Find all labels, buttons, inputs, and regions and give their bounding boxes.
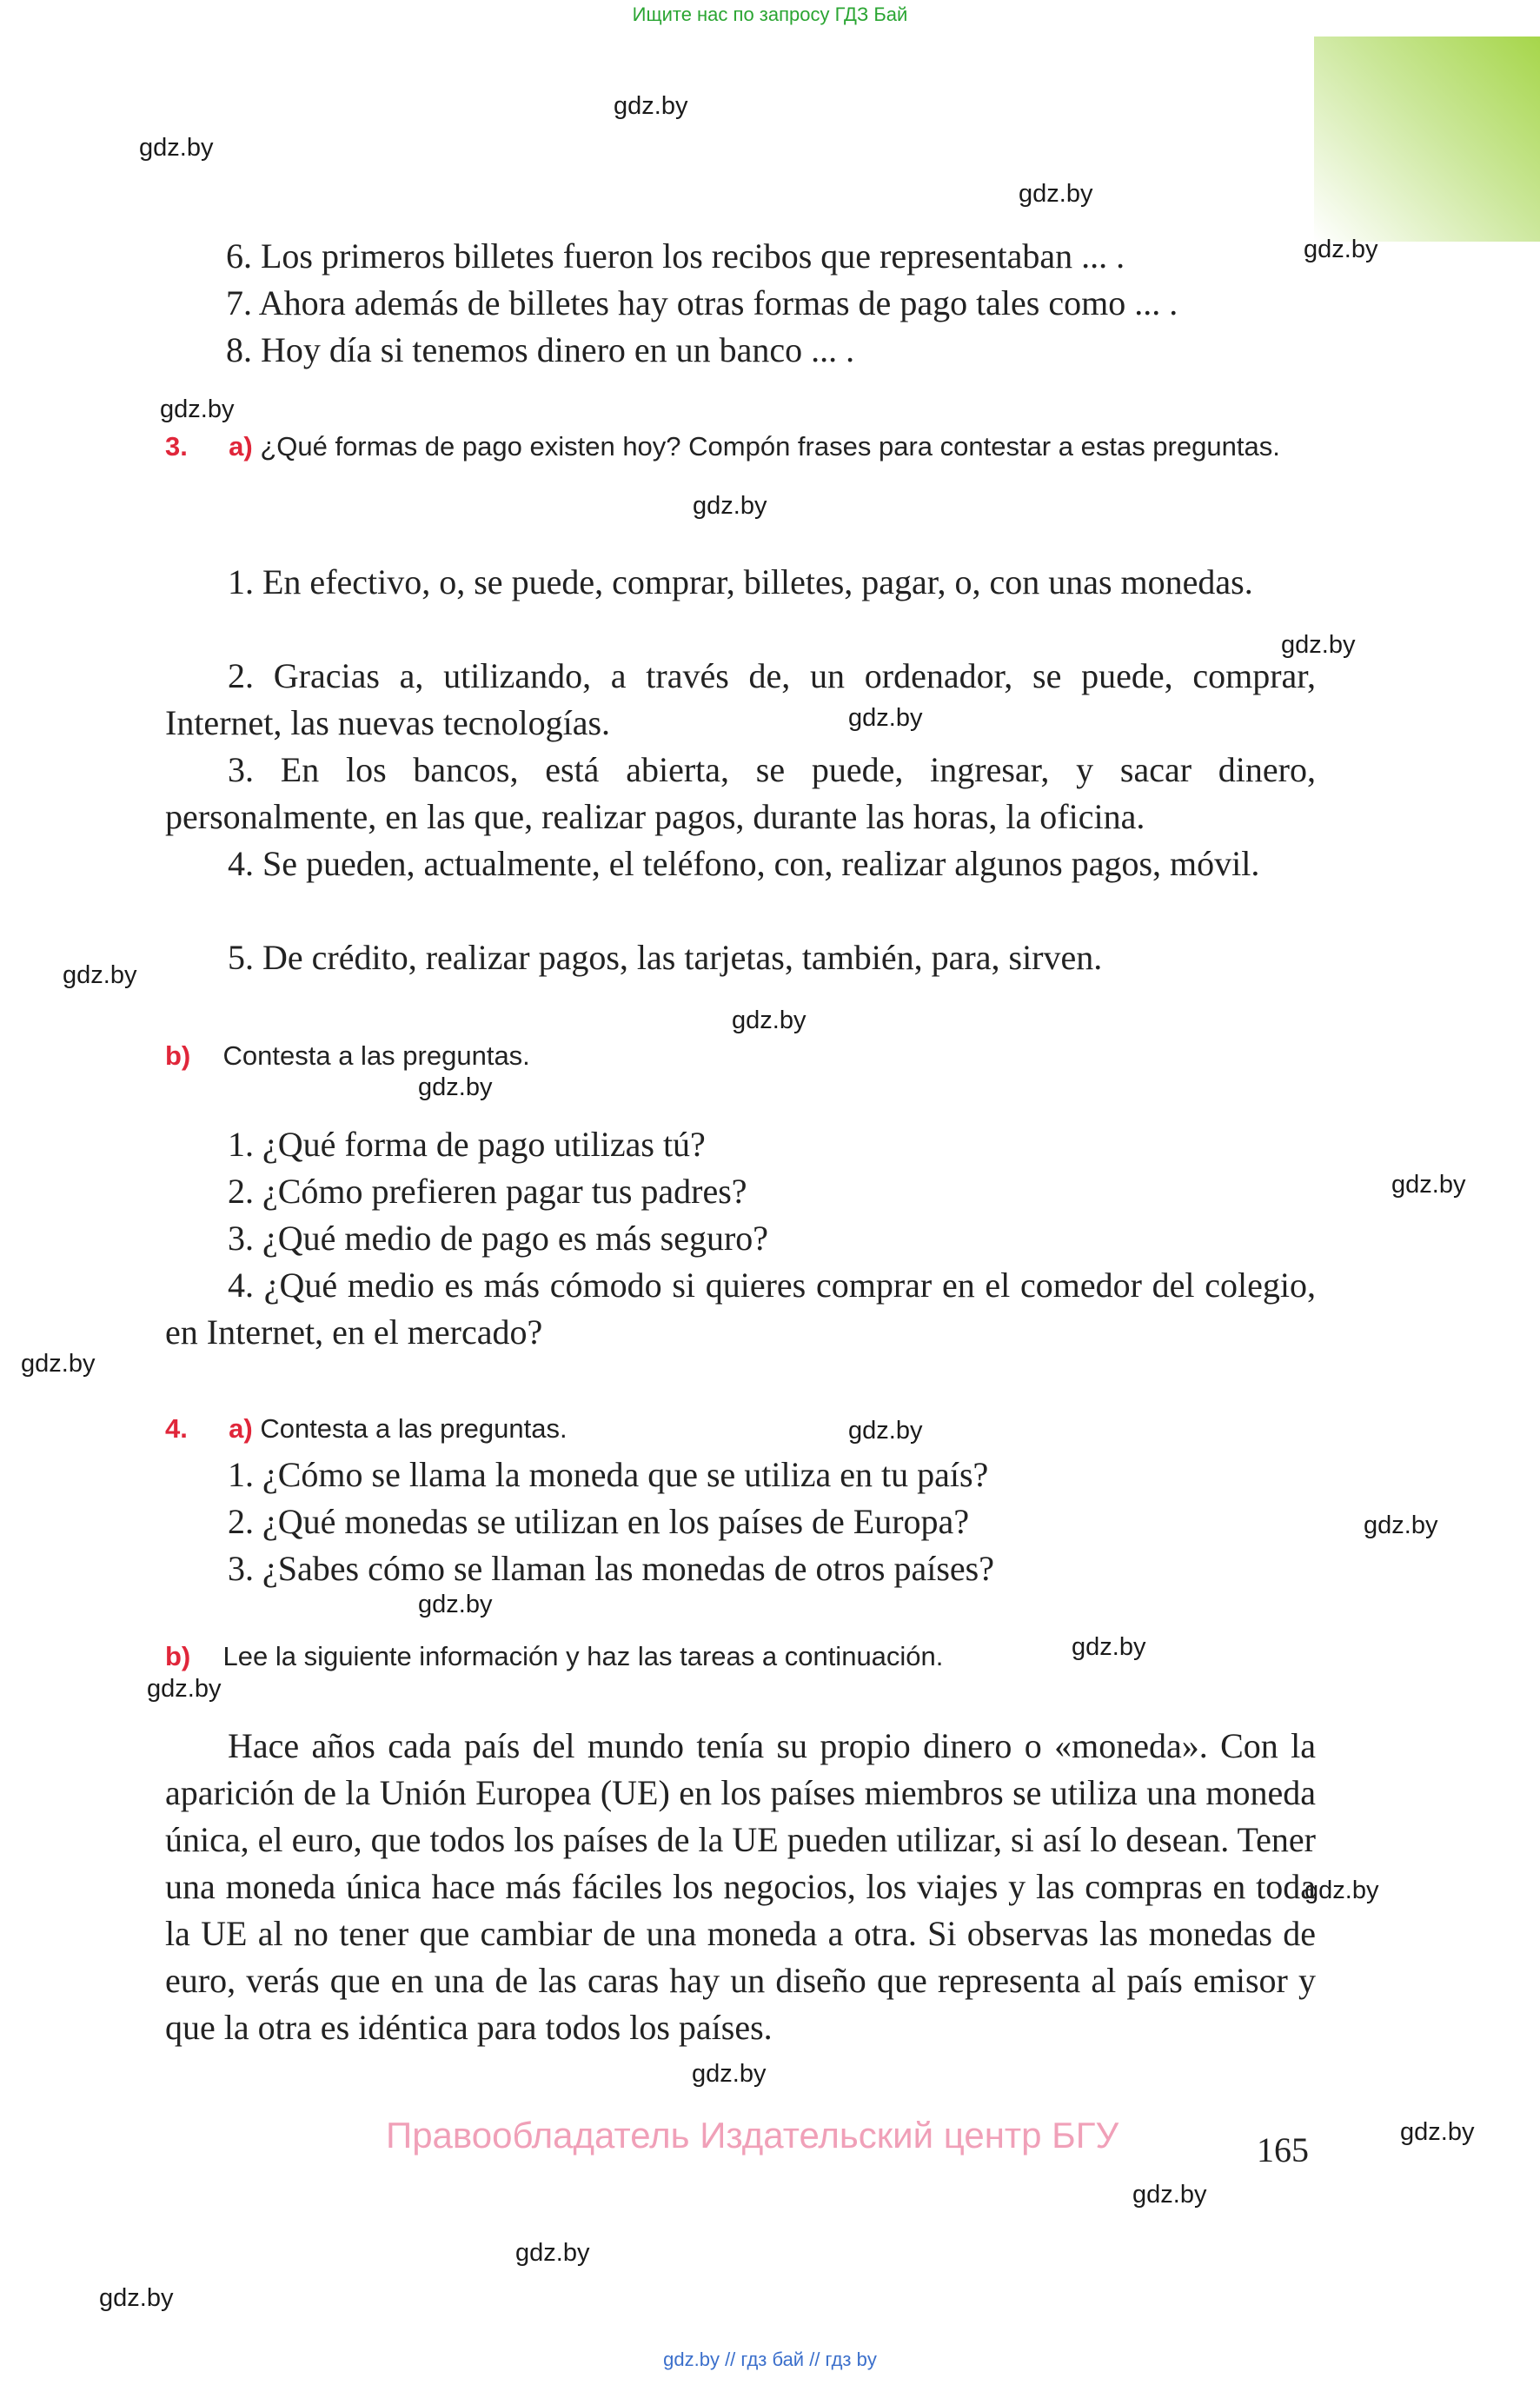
task-3a-instruction (165, 428, 1316, 465)
subtask-label: b) (165, 1040, 191, 1071)
list-item: 6. Los primeros billetes fueron los recibos que representaban ... . (226, 236, 1125, 276)
watermark: gdz.by (848, 1417, 923, 1445)
top-banner[interactable]: Ищите нас по запросу ГДЗ Бай (632, 3, 908, 25)
bottom-links[interactable]: gdz.by // гдз бай // гдз by (663, 2348, 877, 2370)
question-item: 4. ¿Qué medio es más cómodo si quieres comprar en el comedor del colegio, en Internet, en el mercado? (165, 1266, 1316, 1352)
list-item: 7. Ahora además de billetes hay otras formas de pago tales como ... . (226, 283, 1178, 322)
task-text: Contesta a las preguntas. (260, 1413, 568, 1444)
task-4a-instruction (165, 1410, 568, 1447)
watermark: gdz.by (614, 92, 688, 120)
watermark: gdz.by (139, 134, 214, 162)
question-item: 3. ¿Sabes cómo se llaman las monedas de otros países? (228, 1549, 994, 1588)
task-3a-item: 4. Se pueden, actualmente, el teléfono, con, realizar algunos pagos, móvil. (228, 844, 1260, 883)
subtask-label: a) (229, 1413, 253, 1444)
reading-text: Hace años cada país del mundo tenía su propio dinero o «moneda». Con la aparición de la Unión Europea (UE) en los países miembros se utiliza una moneda única, el euro, que todos los países de la UE pueden utilizar, si así lo desean. Tener una moneda única hace más fáciles los negocios, los viajes y las compras en toda la UE al no tener que cambiar de una moneda a otra. Si observas las monedas de euro, verás que en una de las caras hay un diseño que representa al país emisor y que la otra es idéntica para todos los países. (165, 1726, 1316, 2047)
watermark: gdz.by (160, 395, 235, 423)
question-item: 1. ¿Cómo se llama la moneda que se utiliza en tu país? (228, 1455, 989, 1494)
watermark: gdz.by (1400, 2118, 1475, 2146)
watermark: gdz.by (1364, 1511, 1438, 1539)
task-3a-item: 3. En los bancos, está abierta, se puede, ingresar, y sacar dinero, personalmente, en las que, realizar pagos, durante las horas, la oficina. (165, 750, 1316, 836)
watermark: gdz.by (99, 2284, 174, 2312)
watermark: gdz.by (1132, 2181, 1207, 2209)
task-text: ¿Qué formas de pago existen hoy? Compón frases para contestar a estas preguntas. (260, 431, 1280, 462)
watermark: gdz.by (515, 2239, 590, 2267)
task-3a-item: 1. En efectivo, o, se puede, comprar, billetes, pagar, o, con unas monedas. (228, 562, 1253, 601)
watermark: gdz.by (1304, 1877, 1379, 1904)
task-number: 3. (165, 431, 188, 462)
watermark: gdz.by (732, 1006, 807, 1034)
task-text: Lee la siguiente información y haz las tareas a continuación. (222, 1641, 944, 1671)
task-4b-instruction (165, 1638, 943, 1675)
watermark: gdz.by (692, 2060, 767, 2088)
task-3a-item: 2. Gracias a, utilizando, a través de, un ordenador, se puede, comprar, Internet, las nuevas tecnologías. (165, 656, 1316, 742)
watermark: gdz.by (1072, 1633, 1146, 1661)
watermark: gdz.by (147, 1675, 222, 1703)
watermark: gdz.by (848, 704, 923, 732)
watermark: gdz.by (1304, 236, 1378, 263)
task-3a-item: 5. De crédito, realizar pagos, las tarjetas, también, para, sirven. (228, 938, 1103, 977)
watermark: gdz.by (1281, 631, 1356, 659)
corner-decoration (1314, 37, 1540, 242)
task-number: 4. (165, 1413, 188, 1444)
watermark: gdz.by (63, 961, 137, 989)
watermark: gdz.by (1391, 1171, 1466, 1199)
question-item: 2. ¿Cómo prefieren pagar tus padres? (228, 1172, 747, 1211)
page-number: 165 (1257, 2130, 1309, 2169)
question-item: 2. ¿Qué monedas se utilizan en los países de Europa? (228, 1502, 970, 1541)
watermark: gdz.by (21, 1350, 96, 1378)
watermark: gdz.by (418, 1591, 493, 1618)
subtask-label: a) (229, 431, 253, 462)
question-item: 3. ¿Qué medio de pago es más seguro? (228, 1219, 769, 1258)
list-item: 8. Hoy día si tenemos dinero en un banco ... . (226, 330, 855, 369)
subtask-label: b) (165, 1641, 191, 1671)
watermark: gdz.by (693, 492, 767, 520)
watermark: gdz.by (418, 1073, 493, 1101)
question-item: 1. ¿Qué forma de pago utilizas tú? (228, 1125, 706, 1164)
watermark: gdz.by (1019, 180, 1093, 208)
copyright-owner: Правообладатель Издательский центр БГУ (386, 2115, 1119, 2156)
task-text: Contesta a las preguntas. (222, 1040, 530, 1071)
task-3b-instruction (165, 1037, 530, 1074)
